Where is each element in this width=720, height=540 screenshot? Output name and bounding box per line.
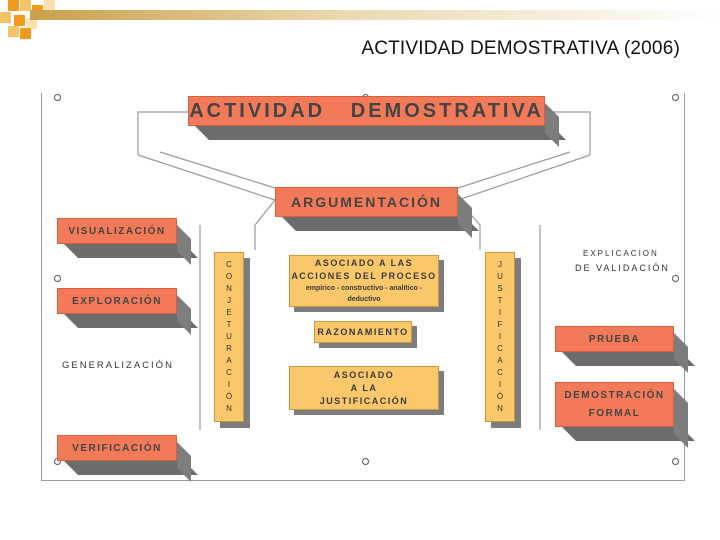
slide-title: ACTIVIDAD DEMOSTRATIVA (2006) <box>361 38 680 59</box>
justificacion-column <box>485 252 515 422</box>
exploracion-box <box>57 288 177 314</box>
justificacion-letter: N <box>497 404 503 413</box>
explicacion-line1: EXPLICACION <box>583 249 659 258</box>
razonamiento-label: RAZONAMIENTO <box>317 326 409 337</box>
conjeturacion-letter: A <box>226 356 232 365</box>
conjeturacion-letter: N <box>226 284 232 293</box>
justificacion-letter: A <box>497 356 503 365</box>
justificacion-letter: I <box>498 380 502 389</box>
asociado-justificacion-line2: A LA <box>350 382 378 393</box>
visualizacion-box <box>57 218 177 244</box>
conjeturacion-column <box>214 252 244 422</box>
justificacion-letter: U <box>497 272 503 281</box>
justificacion-letter: C <box>497 368 503 377</box>
justificacion-letter: I <box>498 332 502 341</box>
conjeturacion-letter: E <box>226 308 232 317</box>
asociado-acciones-line1: ASOCIADO A LAS <box>314 258 414 268</box>
asociado-justificacion-line1: ASOCIADO <box>333 369 395 380</box>
verificacion-label: VERIFICACIÓN <box>72 442 162 454</box>
conjeturacion-letter: R <box>226 344 232 353</box>
demostracion-line1: DEMOSTRACIÓN <box>564 389 665 401</box>
conjeturacion-letter: N <box>226 404 232 413</box>
conjeturacion-letter: I <box>227 380 231 389</box>
justificacion-letter: I <box>498 308 502 317</box>
prueba-label: PRUEBA <box>588 333 641 345</box>
conjeturacion-letter: Ó <box>225 392 233 401</box>
justificacion-letter: C <box>497 344 503 353</box>
generalizacion-label: GENERALIZACIÓN <box>62 360 174 371</box>
demostracion-line2: FORMAL <box>588 407 641 419</box>
exploracion-label: EXPLORACIÓN <box>72 295 162 307</box>
asociado-acciones-line2: ACCIONES DEL PROCESO <box>291 271 437 281</box>
justificacion-letter: S <box>497 284 503 293</box>
conjeturacion-letter: J <box>227 296 231 305</box>
conjeturacion-letter: C <box>226 368 232 377</box>
verificacion-box <box>57 435 177 461</box>
demostracion-formal-box <box>555 382 674 427</box>
justificacion-letter: T <box>497 296 503 305</box>
visualizacion-label: VISUALIZACIÓN <box>68 225 166 237</box>
prueba-box <box>555 326 674 352</box>
argumentacion-label: ARGUMENTACIÓN <box>291 194 442 210</box>
conjeturacion-letter: T <box>226 320 232 329</box>
asociado-justificacion-box <box>289 366 439 410</box>
asociado-justificacion-line3: JUSTIFICACIÓN <box>319 395 409 406</box>
conjeturacion-letter: O <box>225 272 233 281</box>
asociado-acciones-box <box>289 255 439 307</box>
justificacion-letter: Ó <box>496 392 504 401</box>
actividad-demostrativa-label: ACTIVIDAD DEMOSTRATIVA <box>189 99 544 122</box>
actividad-demostrativa-box <box>188 96 545 126</box>
razonamiento-box <box>314 321 412 343</box>
conjeturacion-letter: U <box>226 332 232 341</box>
asociado-acciones-line3: empírico - constructivo - analítico - deductivo <box>305 285 423 303</box>
justificacion-letter: J <box>498 260 502 269</box>
argumentacion-box <box>275 187 458 217</box>
justificacion-letter: F <box>497 320 503 329</box>
conjeturacion-letter: C <box>226 260 232 269</box>
explicacion-line2: DE VALIDACIÓN <box>575 263 670 273</box>
